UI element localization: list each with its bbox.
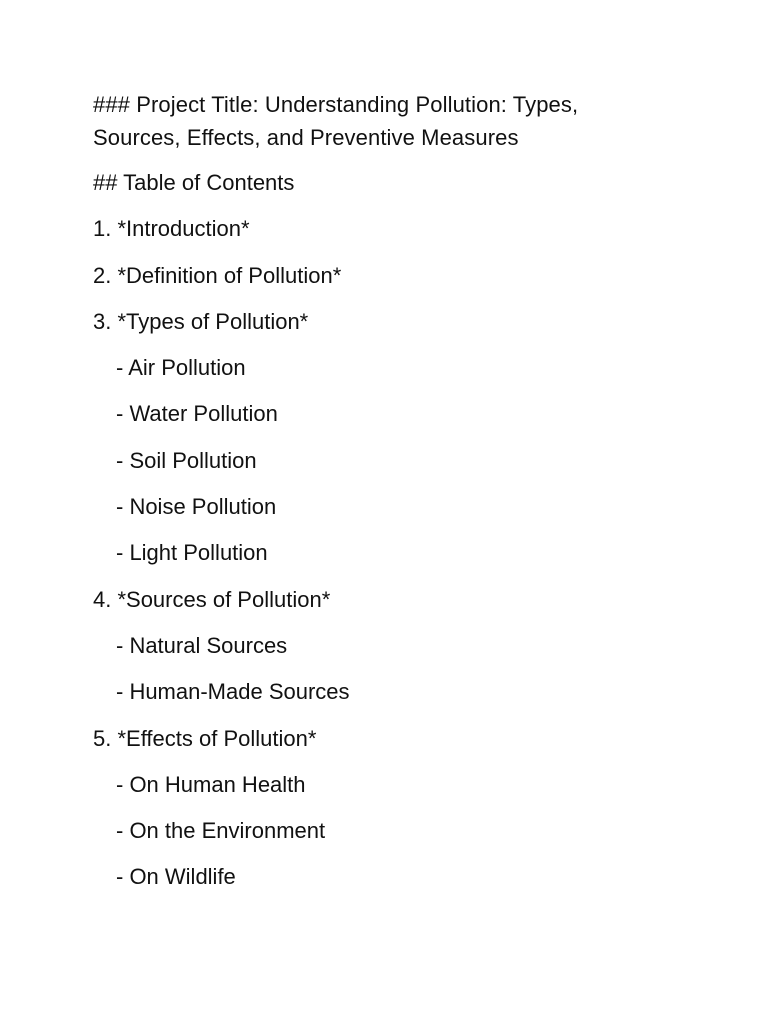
toc-heading: ## Table of Contents [93,170,295,195]
toc-item-introduction: 1. *Introduction* [93,216,250,242]
toc-item-types: 3. *Types of Pollution* [93,308,309,334]
toc-subitem-air: - Air Pollution [116,355,246,381]
project-title: ### Project Title: Understanding Pollution: Types, Sources, Effects, and Preventive Measures [93,92,579,150]
toc-item-sources: 4. *Sources of Pollution* [93,586,331,612]
toc-item-effects: 5. *Effects of Pollution* [93,725,317,751]
toc-subitem-soil: - Soil Pollution [116,447,257,473]
toc-subitem-wildlife: - On Wildlife [116,864,236,890]
toc-subitem-human-health: - On Human Health [116,771,306,797]
toc-list [93,212,653,893]
toc-subitem-water: - Water Pollution [116,401,278,427]
toc-subitem-environment: - On the Environment [116,818,326,844]
document-body [93,88,653,893]
toc-subitem-human-made-sources: - Human-Made Sources [116,679,350,705]
toc-subitem-noise: - Noise Pollution [116,494,277,520]
toc-subitem-natural-sources: - Natural Sources [116,632,288,658]
toc-subitem-light: - Light Pollution [116,540,268,566]
toc-item-definition: 2. *Definition of Pollution* [93,262,342,288]
